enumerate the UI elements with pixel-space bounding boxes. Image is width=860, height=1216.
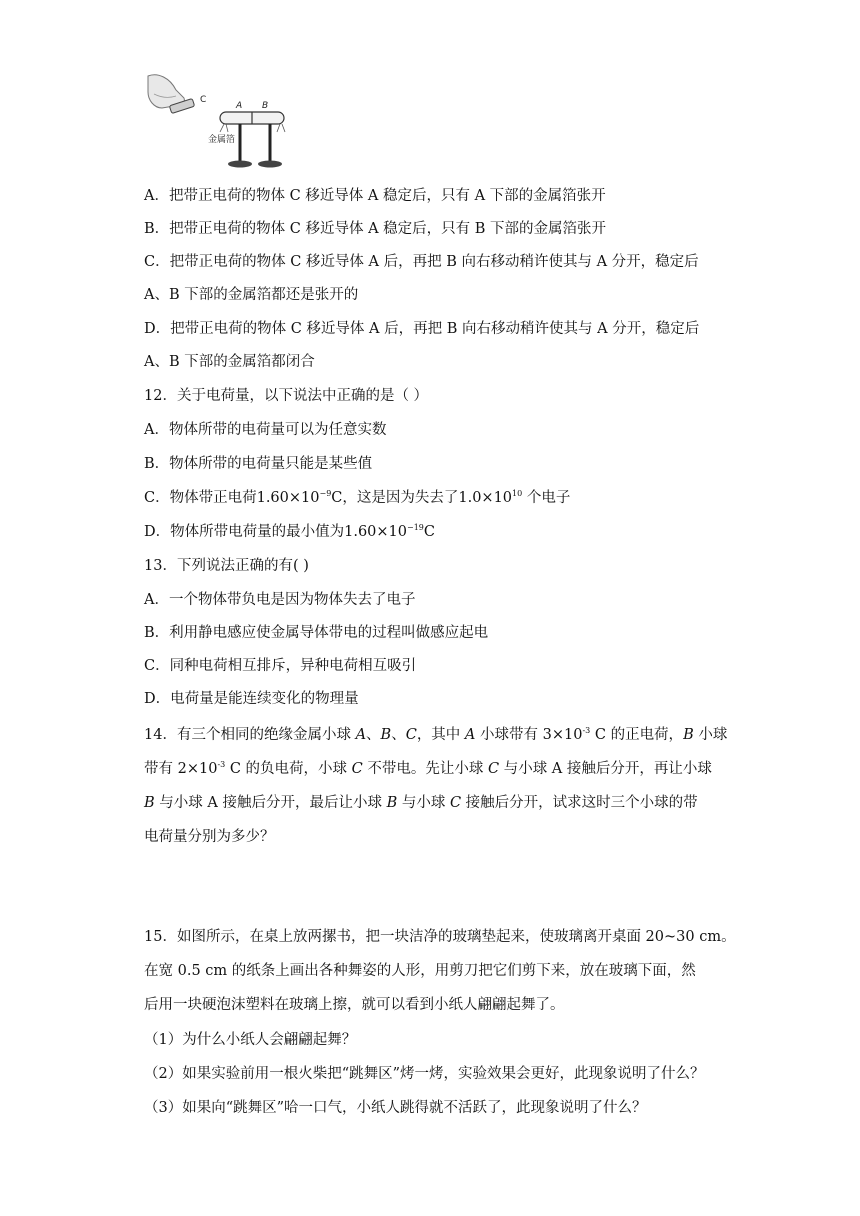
q11-option-d-line2: A、B 下部的金属箔都闭合 [144,354,315,370]
q11-option-a: A．把带正电荷的物体 C 移近导体 A 稳定后，只有 A 下部的金属箔张开 [144,188,606,204]
q14-text: 与小球 [397,795,450,811]
q14-text: 不带电。先让小球 [362,761,488,777]
q12-c-pre: C．物体带正电荷1.60×10 [144,490,320,506]
q14-var: C [449,795,462,811]
q15-line1: 15．如图所示，在桌上放两摞书，把一块洁净的玻璃垫起来，使玻璃离开桌面 20~30 cm。 [144,929,736,945]
label-foil: 金属箔 [208,135,236,145]
q14-text: 、 [366,727,381,743]
q15-sub2: （2）如果实验前用一根火柴把“跳舞区”烤一烤，实验效果会更好，此现象说明了什么？ [144,1066,705,1082]
q13-stem: 13．下列说法正确的有( ) [144,558,309,574]
base-right [258,161,282,168]
q14-var: A [355,727,367,743]
q14-line2 [144,759,712,779]
q13-option-c: C．同种电荷相互排斥，异种电荷相互吸引 [144,658,417,674]
q14-var: B [380,727,392,743]
q11-option-c-line2: A、B 下部的金属箔都还是张开的 [144,287,359,303]
q14-exp: -3 [217,760,226,769]
q14-text: 、 [391,727,406,743]
q13-option-a: A．一个物体带负电是因为物体失去了电子 [144,592,416,608]
q14-text: 小球 [693,727,728,743]
q12-c-post: 个电子 [522,490,571,506]
q11-option-d-line1: D．把带正电荷的物体 C 移近导体 A 后，再把 B 向右移动稍许使其与 A 分开，稳定后 [144,321,700,337]
electroscope-figure [140,68,300,178]
q15-line2: 在宽 0.5 cm 的纸条上画出各种舞姿的人形，用剪刀把它们剪下来，放在玻璃下面，然 [144,963,696,979]
q11-option-c-line1: C．把带正电荷的物体 C 移近导体 A 后，再把 B 向右移动稍许使其与 A 分开，稳定后 [144,254,699,270]
q14-text: 接触后分开，试求这时三个小球的带 [461,795,698,811]
q14-line3 [144,793,698,813]
q14-var: C [487,761,500,777]
q14-var: B [683,727,694,743]
q15-sub3: （3）如果向“跳舞区”哈一口气，小纸人跳得就不活跃了，此现象说明了什么？ [144,1100,647,1116]
q14-text: 小球带有 3×10 [475,727,583,743]
q14-var: C [351,761,363,777]
q12-option-d [144,522,435,542]
q12-d-exp: −19 [407,523,424,532]
q12-c-mid: C，这是因为失去了1.0×10 [331,490,513,506]
q14-text: C 的负电荷，小球 [225,761,352,777]
q13-option-b: B．利用静电感应使金属导体带电的过程叫做感应起电 [144,625,489,641]
q12-c-exp1: −9 [319,489,332,498]
q14-exp: -3 [582,726,591,735]
q15-line3: 后用一块硬泡沫塑料在玻璃上擦，就可以看到小纸人翩翩起舞了。 [144,997,565,1013]
q12-c-exp2: 10 [512,489,523,498]
q14-var: C [405,727,417,743]
electroscope-diagram [140,68,300,178]
q14-text: 与小球 A 接触后分开，再让小球 [499,761,712,777]
q14-text: C 的正电荷， [590,727,684,743]
q14-var: B [386,795,398,811]
q15-sub1: （1）为什么小纸人会翩翩起舞？ [144,1032,357,1048]
q14-text: ，其中 [416,727,465,743]
q14-text: 带有 2×10 [144,761,218,777]
q11-option-b: B．把带正电荷的物体 C 移近导体 A 稳定后，只有 B 下部的金属箔张开 [144,221,607,237]
q12-option-a: A．物体所带的电荷量可以为任意实数 [144,422,387,438]
q14-var: B [144,795,155,811]
q14-text: 14．有三个相同的绝缘金属小球 [144,727,356,743]
q12-option-b: B．物体所带的电荷量只能是某些值 [144,456,373,472]
label-c: C [200,95,207,105]
q14-var: A [464,727,476,743]
q14-text: 与小球 A 接触后分开，最后让小球 [154,795,387,811]
q12-d-pre: D．物体所带电荷量的最小值为1.60×10 [144,524,408,540]
q12-stem: 12．关于电荷量，以下说法中正确的是（ ） [144,388,429,404]
label-a: A [236,101,243,111]
q14-line1 [144,725,727,745]
q13-option-d: D．电荷量是能连续变化的物理量 [144,691,359,707]
base-left [228,161,252,168]
q14-line4: 电荷量分别为多少？ [144,829,275,845]
q12-d-post: C [423,524,436,540]
q12-option-c [144,488,570,508]
label-b: B [262,101,269,111]
